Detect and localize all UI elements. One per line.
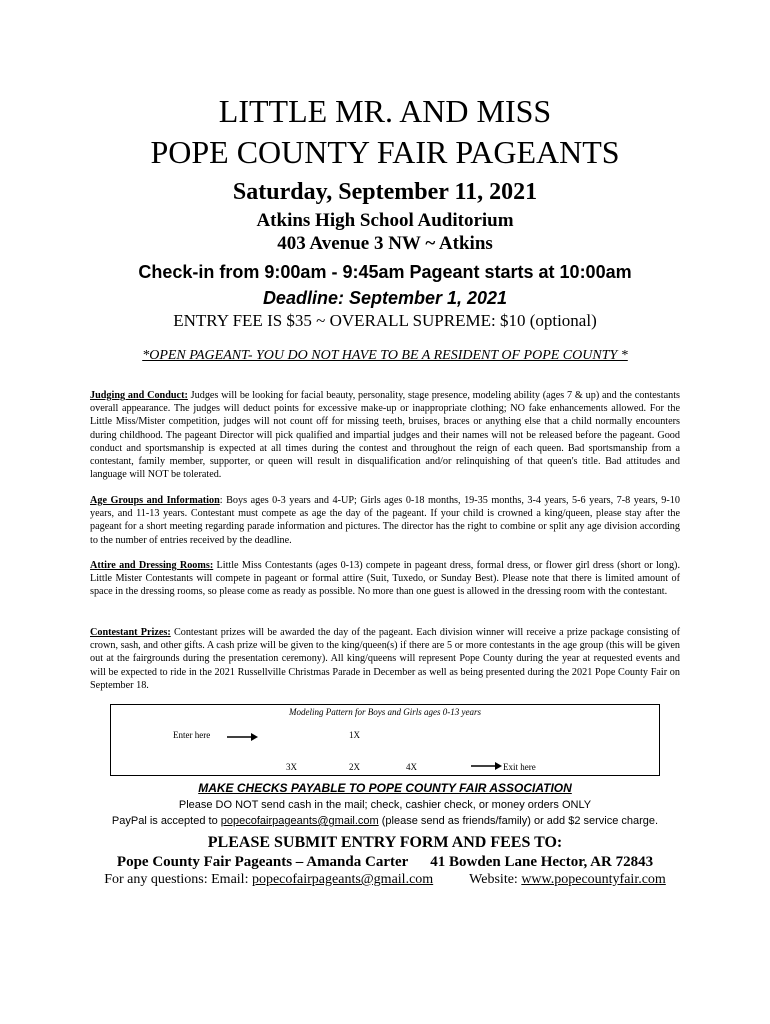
age-groups-section bbox=[90, 494, 680, 547]
section-body: Judges will be looking for facial beauty, personality, stage presence, modeling ability (ages 7 & up) and the contestants overall appearance. The judges will deduct points for excessive make-up or inappropriate clothing; NO fake enhancements allowed. For the Little Miss/Mister competition, judges will not count off for missing teeth, bruises, braces or anything else that a child normally encounters during childhood. The pageant Director will pick qualified and impartial judges and their names will not be released before the pageant. Good conduct and sportsmanship is expected at all times during the contest and throughout the reign of each queen. Bad sportsmanship from a contestant, family member, supporter, or queen will result in disqualification and/or relinquishing of that queen's title. Bad attitudes and language will NOT be tolerated. bbox=[90, 390, 680, 481]
section-heading: Contestant Prizes: bbox=[90, 627, 171, 638]
section-body: Contestant prizes will be awarded the day of the pageant. Each division winner will receive a prize package consisting of crown, sash, and other gifts. A cash prize will be given to the king/queen(s) if there are 5 or more contestants in the age group (this will be given out at the fairgrounds during the presentation ceremony). All king/queens will represent Pope County during the year at requested events and will be expected to ride in the 2021 Russellville Christmas Parade in December as well as being presented during the 2021 Pope County Fair on September 18. bbox=[90, 627, 680, 691]
website-prefix: Website: bbox=[469, 872, 522, 887]
attire-section bbox=[90, 559, 680, 599]
position-4x: 4X bbox=[406, 762, 417, 772]
exit-arrow-icon bbox=[471, 761, 503, 771]
no-cash-notice: Please DO NOT send cash in the mail; check, cashier check, or money orders ONLY bbox=[178, 799, 592, 811]
checks-payable: MAKE CHECKS PAYABLE TO POPE COUNTY FAIR ASSOCIATION bbox=[198, 781, 572, 795]
title-line-1: LITTLE MR. AND MISS bbox=[218, 93, 552, 129]
title-line-2: POPE COUNTY FAIR PAGEANTS bbox=[150, 134, 620, 170]
modeling-pattern-box bbox=[110, 704, 660, 776]
exit-label: Exit here bbox=[503, 762, 536, 772]
questions-line bbox=[0, 870, 770, 890]
venue-name: Atkins High School Auditorium bbox=[256, 210, 514, 231]
open-pageant-notice: *OPEN PAGEANT- YOU DO NOT HAVE TO BE A RESIDENT OF POPE COUNTY * bbox=[142, 348, 628, 363]
enter-arrow-icon bbox=[227, 732, 259, 742]
website-link[interactable]: www.popecountyfair.com bbox=[521, 872, 666, 887]
entry-fee: ENTRY FEE IS $35 ~ OVERALL SUPREME: $10 (optional) bbox=[173, 311, 597, 330]
email-link[interactable]: popecofairpageants@gmail.com bbox=[251, 872, 434, 887]
contact-name: Pope County Fair Pageants – Amanda Carter bbox=[116, 854, 409, 870]
position-3x: 3X bbox=[286, 762, 297, 772]
position-1x: 1X bbox=[349, 730, 360, 740]
paypal-suffix: (please send as friends/family) or add $2 service charge. bbox=[378, 815, 659, 827]
paypal-notice bbox=[0, 812, 770, 830]
section-heading: Judging and Conduct: bbox=[90, 390, 188, 401]
section-body: : Boys ages 0-3 years and 4-UP; Girls ages 0-18 months, 19-35 months, 3-4 years, 5-6 years, 7-8 years, 9-10 years, and 11-13 years. Contestant must compete as age the day of the pageant. If your child is crowned a king/queen, please stay after the pageant for a short meeting regarding parade information and pictures. The director has the right to combine or split any age division according to the number of entries received by the deadline. bbox=[90, 495, 680, 546]
prizes-section bbox=[90, 626, 680, 692]
paypal-email-link[interactable]: popecofairpageants@gmail.com bbox=[220, 815, 379, 827]
event-date: Saturday, September 11, 2021 bbox=[232, 179, 538, 205]
contact-address: 41 Bowden Lane Hector, AR 72843 bbox=[430, 854, 654, 870]
paypal-prefix: PayPal is accepted to bbox=[111, 815, 221, 827]
questions-prefix: For any questions: Email: bbox=[104, 872, 252, 887]
judging-section bbox=[90, 389, 680, 481]
submit-heading: PLEASE SUBMIT ENTRY FORM AND FEES TO: bbox=[207, 834, 563, 851]
deadline: Deadline: September 1, 2021 bbox=[262, 288, 508, 308]
section-body: Little Miss Contestants (ages 0-13) compete in pageant dress, formal dress, or flower girl dress (short or long). Little Mister Contestants will compete in pageant or formal attire (Suit, Tuxedo, or Sunday Best). Please note that there is limited amount of space in the dressing rooms, so please come as ready as possible. No more than one guest is allowed in the dressing room with the contestant. bbox=[90, 560, 680, 598]
contact-line bbox=[0, 852, 770, 872]
section-heading: Attire and Dressing Rooms: bbox=[90, 560, 214, 571]
enter-label: Enter here bbox=[173, 730, 211, 740]
section-heading: Age Groups and Information bbox=[90, 495, 220, 506]
checkin-times: Check-in from 9:00am - 9:45am Pageant starts at 10:00am bbox=[138, 262, 632, 282]
venue-address: 403 Avenue 3 NW ~ Atkins bbox=[277, 233, 493, 254]
position-2x: 2X bbox=[349, 762, 360, 772]
pattern-title: Modeling Pattern for Boys and Girls ages 0-13 years bbox=[289, 707, 481, 717]
